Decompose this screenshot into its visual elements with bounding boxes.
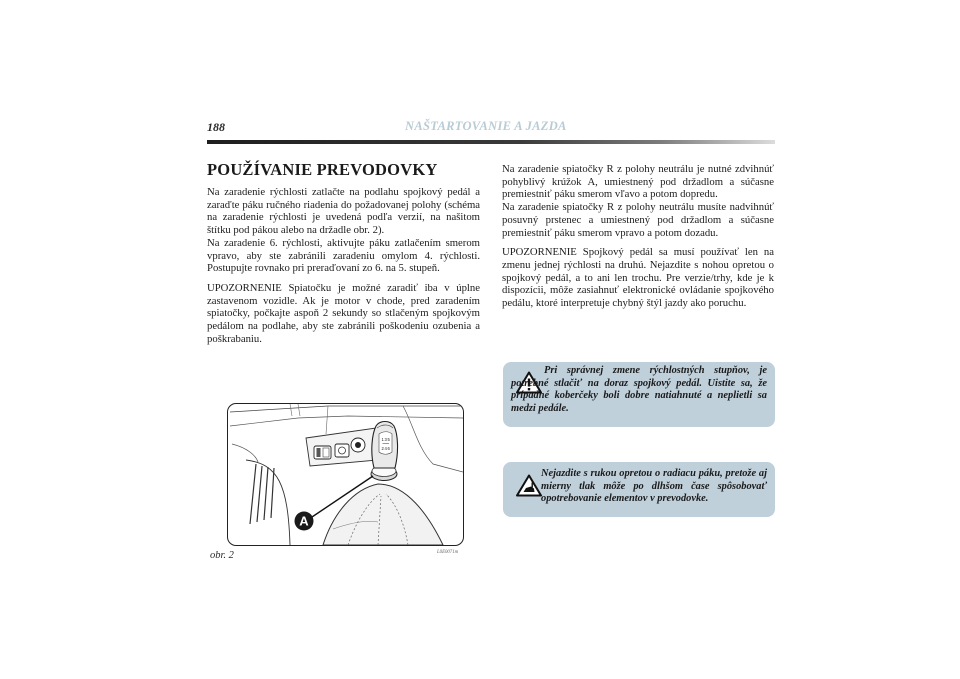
- warning-text: Pri správnej zmene rýchlostných stupňov, je potrebné stlačiť na doraz spojkový pedál. Uistite sa, že prípadné koberčeky boli dobre natiahnuté a neplietli sa medzi pedále.: [511, 365, 767, 414]
- running-head: NAŠTARTOVANIE A JAZDA: [405, 119, 567, 133]
- paragraph: UPOZORNENIE Spiatočku je možné zaradiť iba v úplne zastavenom vozidle. Ak je motor v chode, pred zaradením spiatočky, počkajte aspoň 2 sekundy so stlačeným spojkovým pedálom na podlahe, aby ste zabránili poškodeniu ozubenia a poškrabaniu.: [207, 281, 480, 345]
- header-rule: [207, 140, 775, 144]
- warning-box: [503, 362, 775, 427]
- paragraph: [207, 186, 480, 275]
- page-number: 188: [207, 120, 225, 134]
- gear-digit: 2: [381, 446, 384, 451]
- gear-digit: 1: [381, 437, 384, 442]
- gear-digit: 3: [384, 437, 387, 442]
- callout-label: A: [299, 513, 309, 529]
- figure-code: L0E0071m: [437, 550, 459, 555]
- gear-lever-figure: [227, 403, 464, 546]
- paragraph-text: Na zaradenie rýchlosti zatlačte na podlahu spojkový pedál a zaraďte páku ručného riadenia do požadovanej polohy (schéma na zaradenie rýchlosti je uvedená podľa verzií, na našitom štítku pod pákou alebo na držadle obr. 2).: [207, 186, 480, 237]
- left-column: [207, 186, 480, 352]
- gear-digit: 5: [387, 437, 390, 442]
- paragraph-text: Na zaradenie spiatočky R z polohy neutrálu je nutné zdvihnúť pohyblivý krúžok A, umiestnený pod držadlom a súčasne premiestniť páku smerom vľavo a potom dopredu.: [502, 163, 774, 201]
- warning-text: Nejazdite s rukou opretou o radiacu páku, pretože aj mierny tlak môže po dlhšom čase spôsobovať opotrebovanie elementov v prevodovke.: [541, 468, 767, 505]
- paragraph-text: Na zaradenie 6. rýchlosti, aktivujte páku zatlačením smerom vpravo, aby ste zabránili zaradeniu omylom 4. rýchlosti. Postupujte rovnako pri preraďovaní zo 6. na 5. stupeň.: [207, 236, 480, 275]
- warning-box: [503, 462, 775, 517]
- section-title: POUŽÍVANIE PREVODOVKY: [207, 160, 438, 179]
- gear-digit: 6: [387, 446, 390, 451]
- figure-caption: obr. 2: [210, 550, 234, 561]
- right-column: [502, 163, 774, 317]
- hand-on-lever-icon: [516, 474, 542, 497]
- paragraph: UPOZORNENIE Spojkový pedál sa musí používať len na zmenu jednej rýchlosti na druhú. Nejazdite s nohou opretou o spojkový pedál, a to ani len trochu. Pre verzie/trhy, kde je k dispozícii, môže zasiahnuť elektronické ovládanie spojkového pedálu, ktoré interpretuje chybný štýl jazdy ako poruchu.: [502, 246, 774, 310]
- gear-lever-illustration: [228, 404, 463, 545]
- console-button: [335, 444, 349, 457]
- paragraph: [502, 163, 774, 239]
- paragraph-text: Na zaradenie spiatočky R z polohy neutrálu musíte nadvihnúť posuvný prstenec a umiestnený pod držadlom a súčasne premiestniť páku smerom vpravo a potom dozadu.: [502, 201, 774, 239]
- gear-digit: 4: [384, 446, 387, 451]
